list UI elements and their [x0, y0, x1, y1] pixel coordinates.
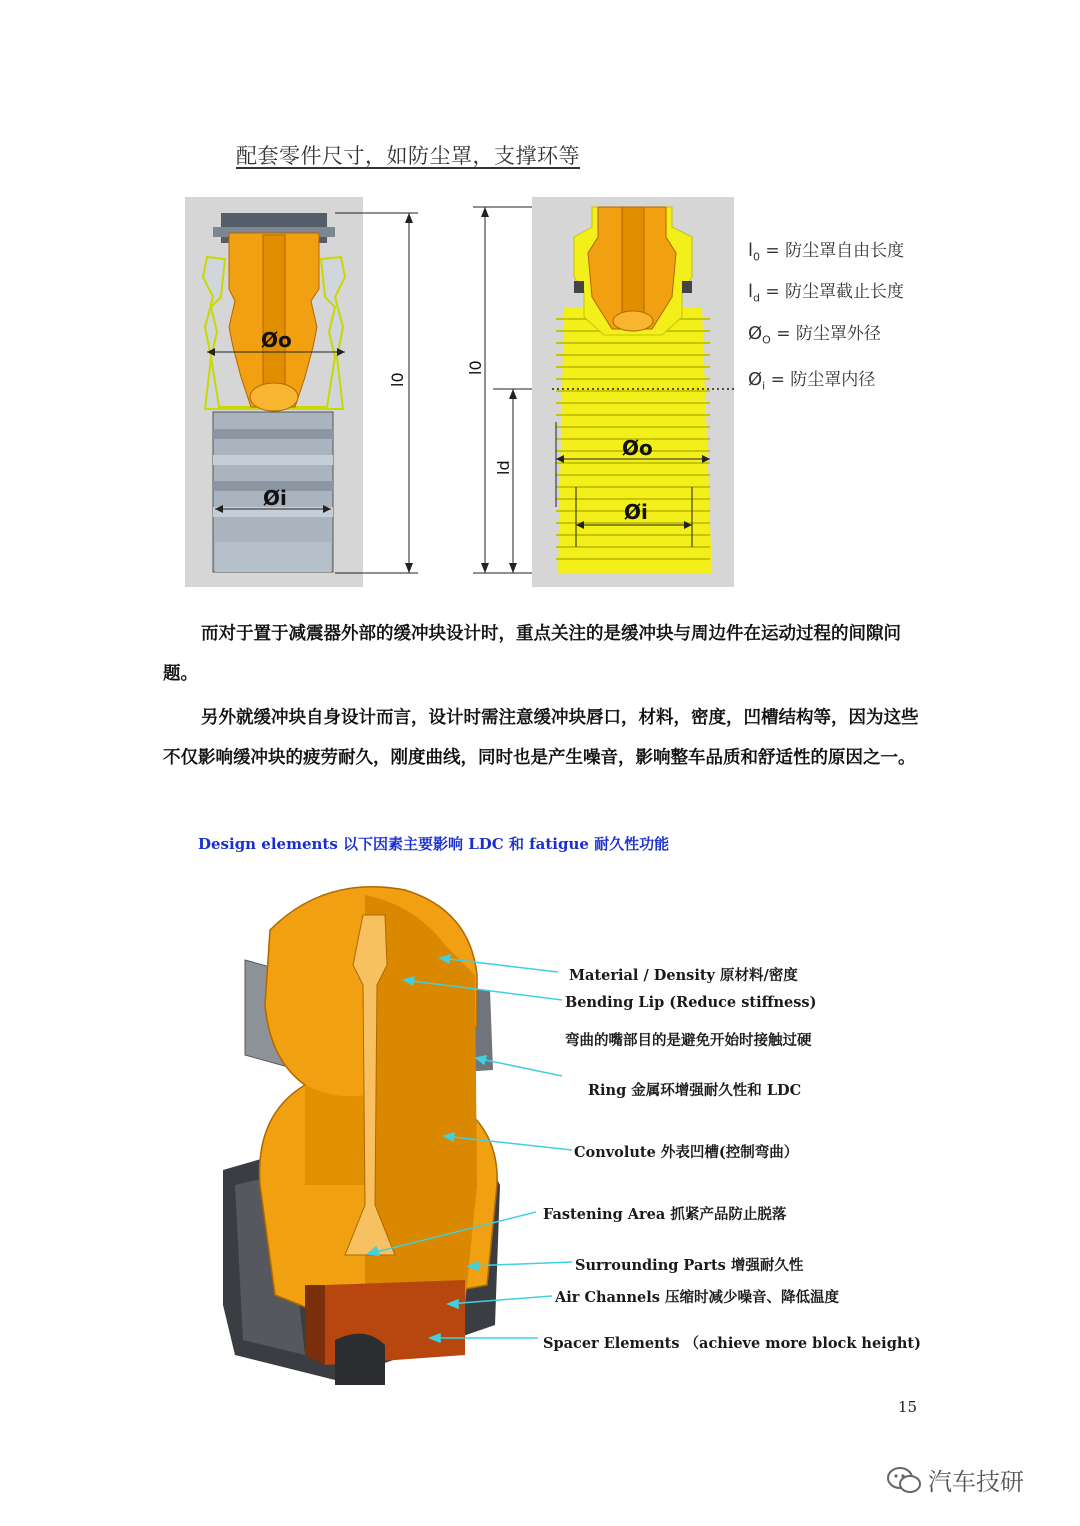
callout-material: Material / Density 原材料/密度	[569, 967, 798, 984]
left-inner-dia-label: Øi	[263, 486, 287, 510]
paragraph: 另外就缓冲块自身设计而言，设计时需注意缓冲块唇口，材料，密度，凹槽结构等，因为这些不仅影响缓冲块的疲劳耐久，刚度曲线，同时也是产生噪音，影响整车品质和舒适性的原因之一。	[163, 708, 919, 768]
design-elements-title: Design elements 以下因素主要影响 LDC 和 fatigue 耐久性功能	[198, 835, 670, 853]
callout-leader-lines	[340, 940, 580, 1350]
right-free-length-label: l0	[466, 360, 485, 375]
callout-air-channels: Air Channels 压缩时减少噪音、降低温度	[555, 1289, 839, 1306]
watermark-text: 汽车技研	[928, 1468, 1024, 1496]
callout-fastening: Fastening Area 抓紧产品防止脱落	[543, 1206, 787, 1223]
legend-item: $l_d$ = 防尘罩截止长度	[748, 281, 905, 305]
wechat-icon	[886, 1465, 922, 1495]
paragraph: 而对于置于减震器外部的缓冲块设计时，重点关注的是缓冲块与周边件在运动过程的间隙问题。	[163, 624, 901, 684]
callout-surrounding: Surrounding Parts 增强耐久性	[575, 1257, 804, 1274]
left-diagram-panel	[185, 197, 363, 587]
right-dust-boot-drawing	[532, 197, 734, 587]
watermark	[886, 1462, 1024, 1497]
right-stop-length-label: ld	[494, 460, 513, 475]
legend-item: $Ø_O$ = 防尘罩外径	[748, 323, 881, 347]
legend-item: $l_0$ = 防尘罩自由长度	[748, 240, 905, 264]
right-length-dimensions	[463, 197, 533, 587]
figure-caption: 配套零件尺寸，如防尘罩，支撑环等	[236, 144, 580, 168]
legend-item: $Ø_i$ = 防尘罩内径	[748, 369, 876, 393]
right-outer-dia-label: Øo	[622, 436, 653, 460]
callout-spacer: Spacer Elements （achieve more block height)	[543, 1335, 921, 1352]
left-outer-dia-label: Øo	[261, 328, 292, 352]
callout-ring: Ring 金属环增强耐久性和 LDC	[588, 1082, 802, 1099]
right-inner-dia-label: Øi	[624, 500, 648, 524]
callout-bending-lip-cn: 弯曲的嘴部目的是避免开始时接触过硬	[565, 1032, 812, 1049]
page-number: 15	[898, 1398, 918, 1416]
left-free-length-label: l0	[388, 372, 407, 387]
right-diagram-panel	[532, 197, 734, 587]
left-jounce-bumper-drawing	[185, 197, 363, 587]
callout-convolute: Convolute 外表凹槽(控制弯曲）	[574, 1144, 799, 1161]
body-text	[163, 614, 923, 778]
left-length-dimension	[363, 197, 423, 587]
callout-bending-lip: Bending Lip (Reduce stiffness)	[565, 994, 817, 1011]
